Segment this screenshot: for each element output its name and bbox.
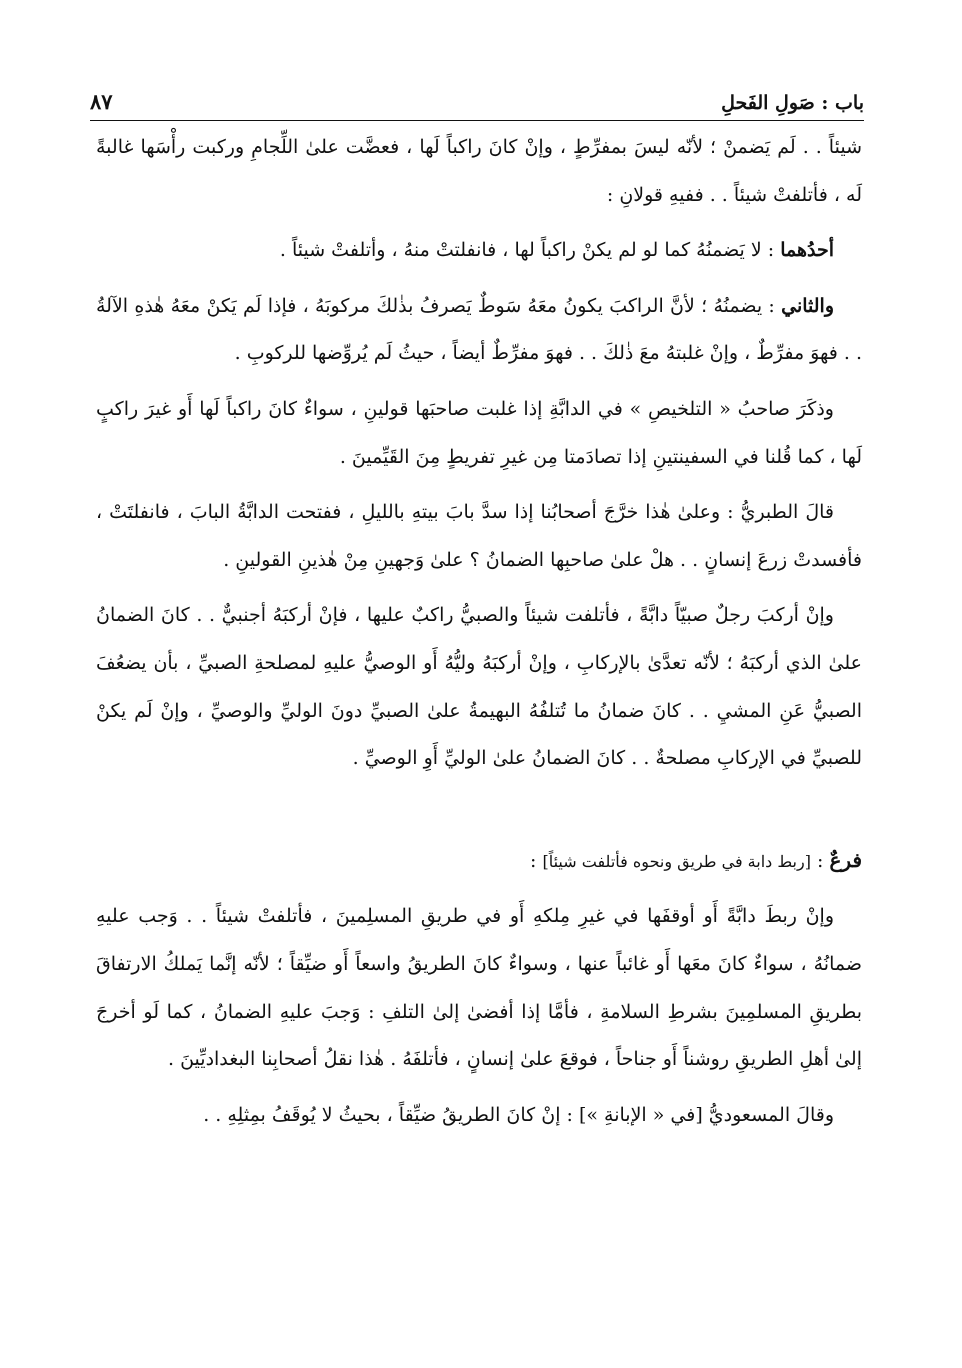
paragraph-text: قالَ الطبريُّ : وعلىٰ هٰذا خرَّجَ أصحابُنا إذا سدَّ بابَ بيتهِ بالليلِ ، ففتحت الدابَّةُ البابَ ، فانفلتَتْ ، فأفسدتْ زرعَ إنسانٍ . . هلْ علىٰ صاحبِها الضمانُ ؟ علىٰ وَجهينِ مِنْ هٰذينِ القولينِ . [96,501,862,571]
body-text [96,124,862,1147]
chapter-title: باب : صَولِ الفَحلِ [721,92,864,114]
paragraph [96,283,862,378]
paragraph-text: : يضمنُهُ ؛ لأنَّ الراكبَ يكونُ معَهُ سَوطٌ يَصرفُ بذٰلكَ مركوبَهُ ، فإذا لَم يَكنْ معَهُ هٰذهِ الآلةُ . . فهوَ مفرِّطٌ ، وإنْ غلبتهُ معَ ذٰلكَ . . فهوَ مفرِّطٌ أيضاً ، حيثُ لَم يُروِّضها للركوبِ . [96,294,862,365]
branch-note: [ربط دابة في طريق ونحوه فأتلفت شيئاً] [542,851,811,871]
paragraph-text: وإنْ ربطَ دابَّةً أَو أوقفَها في غيرِ مِلكهِ أَو في طريقِ المسلِمينَ ، فأتلفتْ شيئاً . . وَجب عليهِ ضمانُهُ ، سواءٌ كانَ معَها أَو غائباً عنها ، وسواءٌ كانَ الطريقُ واسعاً أَو ضيِّقاً ؛ لأنّه إنَّما يَملكُ الارتفاقَ بطريقِ المسلمِينَ بشرطِ السلامةِ ، فأمَّا إذا أفضىٰ إلىٰ التلفِ : وَجبَ عليهِ الضمانُ ، كما لَو أخرجَ إلىٰ أهلِ الطريقِ روشناً أَو جناحاً ، فوقعَ علىٰ إنسانٍ ، فأتلفَهُ . هٰذا نقلُ أصحابِنا البغداديِّينَ . [96,905,862,1071]
paragraph-text: : لا يَضمنُهُ كما لو لم يكنْ راكباً لها ، فانفلتتْ منهُ ، وأتلفتْ شيئاً . [279,239,781,262]
paragraph [96,592,862,782]
paragraph [96,1092,862,1140]
paragraph-lead: والثاني [781,294,834,317]
running-head [90,74,864,114]
paragraph-text: وقالَ المسعوديُّ [في « الإبانةِ »] : إنْ كانَ الطريقُ ضيِّقاً ، بحيثُ لا يُوقَفُ بمِثلِهِ . . [203,1103,834,1126]
paragraph-text: وذكَرَ صاحبُ « التلخيصِ » في الدابَّةِ إذا غلبت صاحبَها قولينِ ، سواءٌ كانَ راكباً لَها أَو غيرَ راكبٍ لَها ، كما قُلنا في السفينتينِ إذا تصادَمتا مِن غيرِ تفريطٍ مِنَ القَيِّمينَ . [96,397,862,468]
branch-heading: فرعٌ : [ربط دابة في طريق ونحوه فأتلفت شيئاً] : [530,847,862,872]
paragraph [96,124,862,219]
branch-colon: : [530,849,537,872]
branch-label: فرعٌ [829,847,862,872]
paragraph [96,893,862,1083]
header-rule [90,120,864,121]
paragraph-lead: أحدُهما [780,239,834,262]
page-number: ٨٧ [90,89,113,114]
paragraph [96,386,862,481]
paragraph [96,227,862,275]
paragraph-text: شيئاً . . لَم يَضمنْ ؛ لأنّه ليسَ بمفرِّطٍ ، وإنْ كانَ راكباً لَها ، فعضَّت علىٰ اللِّجامِ وركبت رأْسَها غالبةً لَه ، فأتلفتْ شيئاً . . ففيهِ قولانِ : [96,136,862,206]
paragraph [96,489,862,584]
paragraph-text: وإنْ أركبَ رجلٌ صبيّاً دابَّةً ، فأتلفت شيئاً والصبيُّ راكبٌ عليها ، فإنْ أركبَهُ أجنبيٌّ . . كانَ الضمانُ علىٰ الذي أركبَهُ ؛ لأنّه تعدَّىٰ بالإركابِ ، وإنْ أركبَهُ وليُّهُ أَو الوصيُّ عليهِ لمصلحةِ الصبيِّ ، بأن يضعُفَ الصبيُّ عَنِ المشيِ . . كانَ ضمانُ ما تُتلفُهُ البهيمةُ علىٰ الصبيِّ دونَ الوليِّ والوصيِّ ، وإنْ لَم يكنْ للصبيِّ في الإركابِ مصلحةٌ . . كانَ الضمانُ علىٰ الوليِّ أَوِ الوصيِّ . [96,604,862,770]
